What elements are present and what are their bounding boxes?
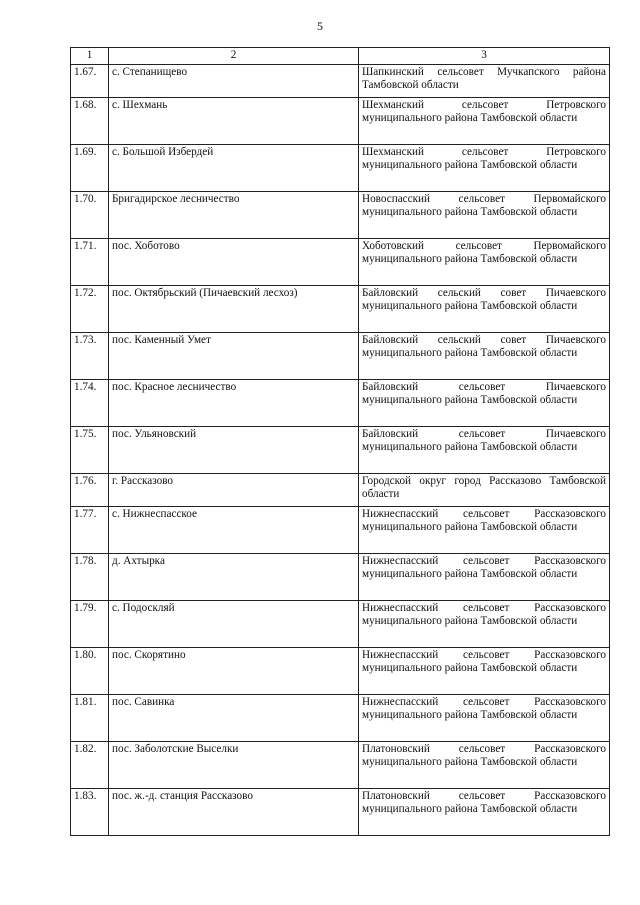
table-row xyxy=(71,789,610,836)
row-number: 1.78. xyxy=(71,554,109,601)
municipal-unit: Нижнеспасский сельсовет Рассказовского муниципального района Тамбовской области xyxy=(359,695,610,742)
table-row xyxy=(71,474,610,507)
header-col-1: 1 xyxy=(71,48,109,65)
settlement-name: пос. Каменный Умет xyxy=(109,333,359,380)
table-row xyxy=(71,380,610,427)
municipal-unit: Байловский сельский совет Пичаевского муниципального района Тамбовской области xyxy=(359,286,610,333)
settlement-name: пос. ж.-д. станция Рассказово xyxy=(109,789,359,836)
municipal-unit: Платоновский сельсовет Рассказовского муниципального района Тамбовской области xyxy=(359,742,610,789)
settlement-name: с. Подоскляй xyxy=(109,601,359,648)
row-number: 1.75. xyxy=(71,427,109,474)
row-number: 1.80. xyxy=(71,648,109,695)
header-col-3: 3 xyxy=(359,48,610,65)
municipal-unit: Городской округ город Рассказово Тамбовской области xyxy=(359,474,610,507)
table-row xyxy=(71,239,610,286)
settlement-name: г. Рассказово xyxy=(109,474,359,507)
table-row xyxy=(71,145,610,192)
settlements-table xyxy=(70,47,610,836)
municipal-unit: Байловский сельсовет Пичаевского муниципального района Тамбовской области xyxy=(359,380,610,427)
table-body xyxy=(71,65,610,836)
settlement-name: пос. Заболотские Выселки xyxy=(109,742,359,789)
page-number: 5 xyxy=(317,19,323,33)
row-number: 1.68. xyxy=(71,98,109,145)
table-row xyxy=(71,601,610,648)
table-row xyxy=(71,286,610,333)
row-number: 1.73. xyxy=(71,333,109,380)
municipal-unit: Нижнеспасский сельсовет Рассказовского муниципального района Тамбовской области xyxy=(359,507,610,554)
table-row xyxy=(71,333,610,380)
table-row xyxy=(71,192,610,239)
settlement-name: с. Степанищево xyxy=(109,65,359,98)
row-number: 1.76. xyxy=(71,474,109,507)
settlement-name: пос. Красное лесничество xyxy=(109,380,359,427)
table-row xyxy=(71,427,610,474)
table-row xyxy=(71,65,610,98)
settlement-name: пос. Савинка xyxy=(109,695,359,742)
municipal-unit: Платоновский сельсовет Рассказовского муниципального района Тамбовской области xyxy=(359,789,610,836)
table-row xyxy=(71,742,610,789)
row-number: 1.69. xyxy=(71,145,109,192)
row-number: 1.70. xyxy=(71,192,109,239)
settlement-name: Бригадирское лесничество xyxy=(109,192,359,239)
settlement-name: с. Шехмань xyxy=(109,98,359,145)
row-number: 1.81. xyxy=(71,695,109,742)
header-row xyxy=(71,48,610,65)
settlement-name: пос. Октябрьский (Пичаевский лесхоз) xyxy=(109,286,359,333)
municipal-unit: Нижнеспасский сельсовет Рассказовского муниципального района Тамбовской области xyxy=(359,601,610,648)
row-number: 1.72. xyxy=(71,286,109,333)
table-row xyxy=(71,648,610,695)
settlement-name: пос. Хоботово xyxy=(109,239,359,286)
row-number: 1.71. xyxy=(71,239,109,286)
table-row xyxy=(71,695,610,742)
municipal-unit: Байловский сельсовет Пичаевского муниципального района Тамбовской области xyxy=(359,427,610,474)
row-number: 1.83. xyxy=(71,789,109,836)
table-row xyxy=(71,507,610,554)
table-row xyxy=(71,554,610,601)
row-number: 1.82. xyxy=(71,742,109,789)
settlement-name: д. Ахтырка xyxy=(109,554,359,601)
municipal-unit: Нижнеспасский сельсовет Рассказовского муниципального района Тамбовской области xyxy=(359,554,610,601)
municipal-unit: Шапкинский сельсовет Мучкапского района Тамбовской области xyxy=(359,65,610,98)
row-number: 1.79. xyxy=(71,601,109,648)
table-header xyxy=(71,48,610,65)
settlement-name: пос. Ульяновский xyxy=(109,427,359,474)
settlement-name: пос. Скорятино xyxy=(109,648,359,695)
municipal-unit: Хоботовский сельсовет Первомайского муниципального района Тамбовской области xyxy=(359,239,610,286)
row-number: 1.77. xyxy=(71,507,109,554)
settlement-name: с. Нижнеспасское xyxy=(109,507,359,554)
municipal-unit: Байловский сельский совет Пичаевского муниципального района Тамбовской области xyxy=(359,333,610,380)
municipal-unit: Нижнеспасский сельсовет Рассказовского муниципального района Тамбовской области xyxy=(359,648,610,695)
municipal-unit: Шехманский сельсовет Петровского муниципального района Тамбовской области xyxy=(359,145,610,192)
row-number: 1.67. xyxy=(71,65,109,98)
row-number: 1.74. xyxy=(71,380,109,427)
table-row xyxy=(71,98,610,145)
municipal-unit: Шехманский сельсовет Петровского муниципального района Тамбовской области xyxy=(359,98,610,145)
settlement-name: с. Большой Избердей xyxy=(109,145,359,192)
header-col-2: 2 xyxy=(109,48,359,65)
municipal-unit: Новоспасский сельсовет Первомайского муниципального района Тамбовской области xyxy=(359,192,610,239)
